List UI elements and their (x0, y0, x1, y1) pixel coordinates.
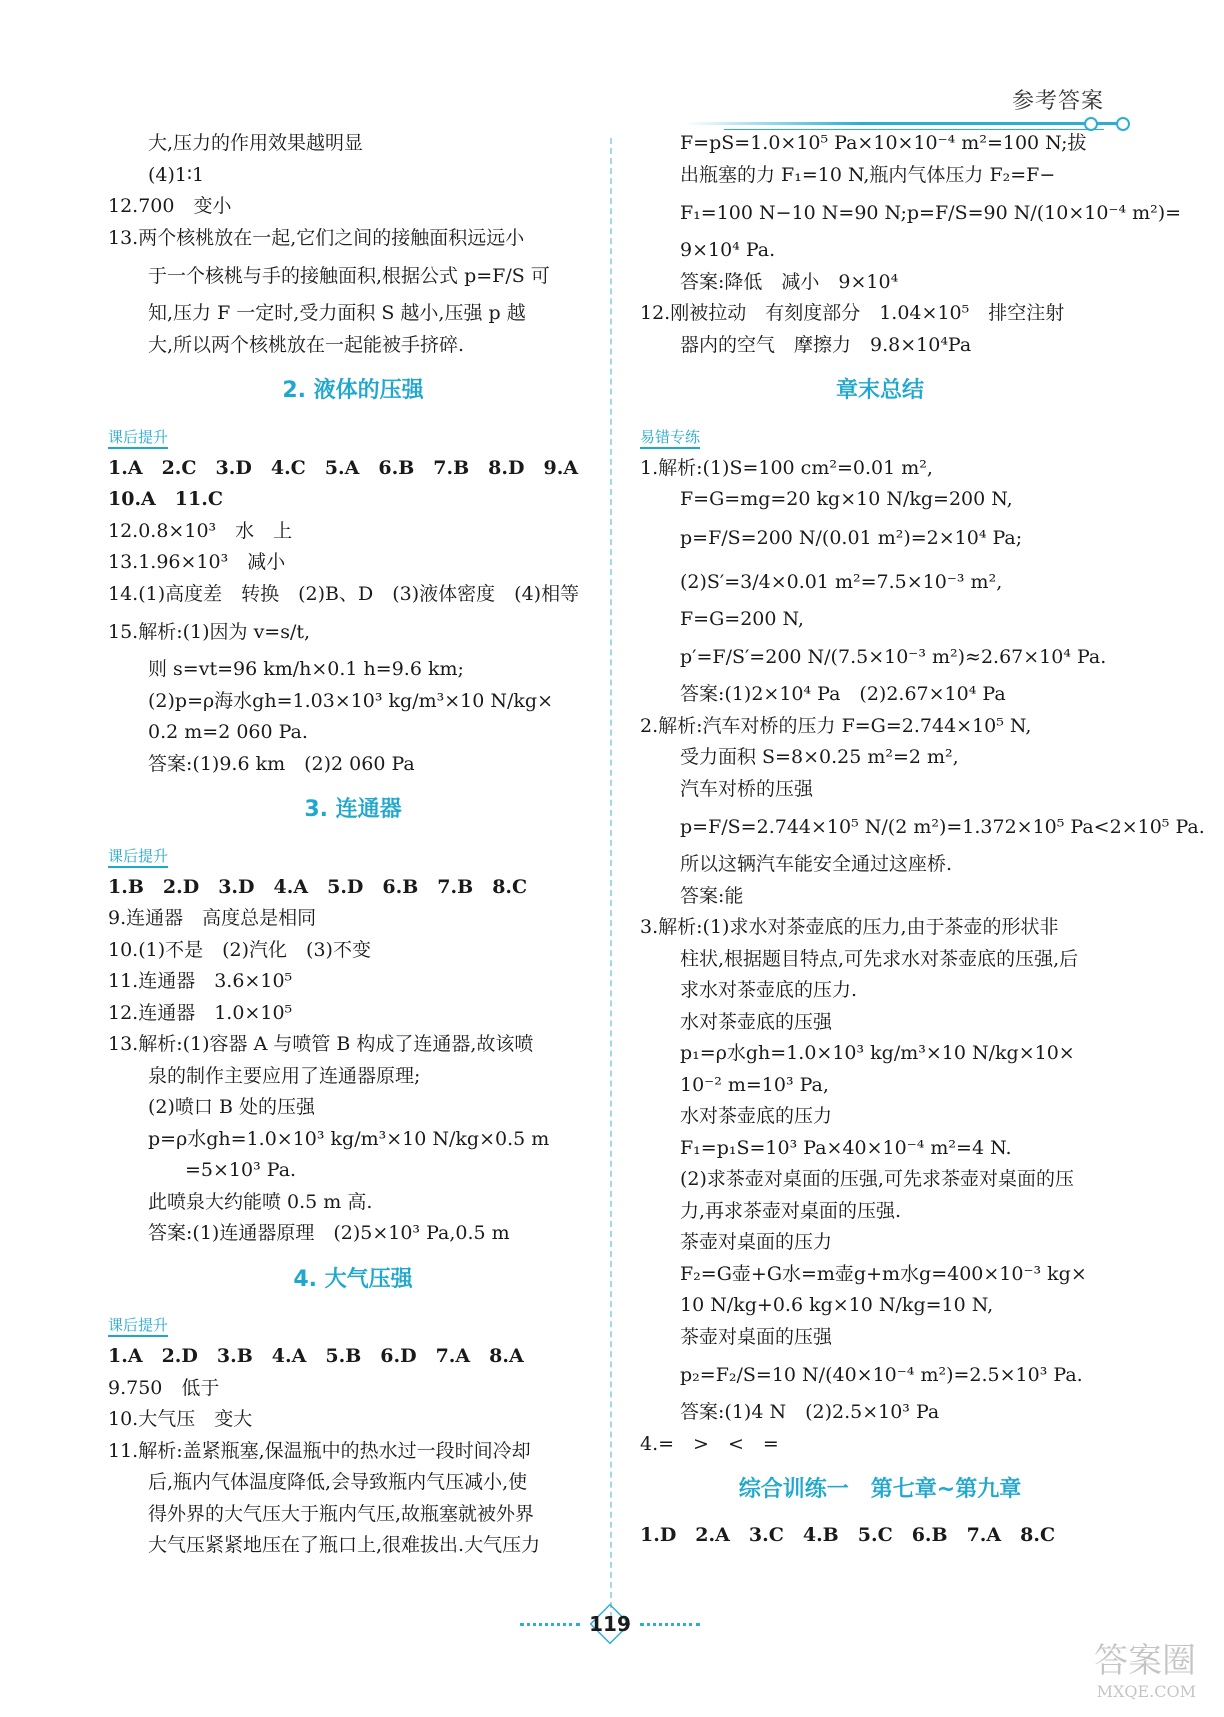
text-line: (2)S′=3/4×0.01 m²=7.5×10⁻³ m², (680, 570, 1003, 593)
text-line: 10⁻² m=10³ Pa, (680, 1073, 829, 1096)
text-line: 1.A 2.D 3.B 4.A 5.B 6.D 7.A 8.A (108, 1345, 524, 1367)
text-line: p′=F/S′=200 N/(7.5×10⁻³ m²)≈2.67×10⁴ Pa. (680, 646, 1107, 668)
section-title: 4. 大气压强 (293, 1266, 413, 1292)
text-line: 则 s=vt=96 km/h×0.1 h=9.6 km; (148, 658, 464, 680)
section-tag: 课后提升 (108, 846, 168, 868)
text-line: 答案:(1)9.6 km (2)2 060 Pa (148, 752, 415, 775)
text-line: 于一个核桃与手的接触面积,根据公式 p=F/S 可 (148, 265, 550, 287)
left-column (108, 128, 598, 1562)
text-line: 10.A 11.C (108, 488, 223, 510)
text-line: =5×10³ Pa. (166, 1159, 297, 1181)
page-footer (520, 1604, 700, 1644)
text-line: F=G=200 N, (680, 607, 804, 630)
text-line: 答案:降低 减小 9×10⁴ (680, 270, 899, 293)
text-line: 10.(1)不是 (2)汽化 (3)不变 (108, 938, 371, 961)
text-line: 力,再求茶壶对桌面的压强. (680, 1199, 902, 1222)
text-line: 柱状,根据题目特点,可先求水对茶壶底的压强,后 (680, 947, 1079, 970)
text-line: 12.700 变小 (108, 195, 232, 217)
text-line: 14.(1)高度差 转换 (2)B、D (3)液体密度 (4)相等 (108, 582, 580, 605)
text-line: 知,压力 F 一定时,受力面积 S 越小,压强 p 越 (148, 302, 526, 324)
header-title: 参考答案 (1011, 89, 1104, 114)
text-line: F₂=G壶+G水=m壶g+m水g=400×10⁻³ kg× (680, 1262, 1087, 1285)
page-number: 119 (589, 1612, 631, 1636)
text-line: 答案:(1)4 N (2)2.5×10³ Pa (680, 1401, 940, 1423)
text-line: 2.解析:汽车对桥的压力 F=G=2.744×10⁵ N, (640, 714, 1032, 737)
text-line: 汽车对桥的压强 (680, 777, 814, 800)
text-line: 大气压紧紧地压在了瓶口上,很难拔出.大气压力 (148, 1534, 541, 1556)
text-line: 泉的制作主要应用了连通器原理; (148, 1064, 421, 1087)
column-divider (610, 138, 612, 1618)
text-line: 9.750 低于 (108, 1376, 220, 1399)
text-line: 10.大气压 变大 (108, 1408, 253, 1430)
section-tag: 课后提升 (108, 1315, 168, 1337)
right-column (640, 128, 1205, 1551)
text-line: (2)p=ρ海水gh=1.03×10³ kg/m³×10 N/kg× (148, 689, 554, 712)
text-line: 1.解析:(1)S=100 cm²=0.01 m², (640, 456, 933, 479)
text-line: 13.1.96×10³ 减小 (108, 551, 286, 573)
footer-dots-left (520, 1623, 580, 1626)
watermark-title: 答案圈 (1094, 1641, 1196, 1681)
section-title: 2. 液体的压强 (282, 378, 424, 403)
text-line: 所以这辆汽车能安全通过这座桥. (680, 853, 953, 875)
text-line: (4)1∶1 (148, 163, 205, 186)
text-line: (2)求茶壶对桌面的压强,可先求茶壶对桌面的压 (680, 1168, 1074, 1190)
text-line: F₁=100 N−10 N=90 N;p=F/S=90 N/(10×10⁻⁴ m²)= (680, 202, 1182, 224)
watermark (996, 1633, 1196, 1701)
text-line: 水对茶壶底的压强 (680, 1010, 833, 1033)
text-line: p=ρ水gh=1.0×10³ kg/m³×10 N/kg×0.5 m (148, 1127, 550, 1150)
text-line: F=pS=1.0×10⁵ Pa×10×10⁻⁴ m²=100 N;拔 (680, 132, 1087, 154)
text-line: 此喷泉大约能喷 0.5 m 高. (148, 1190, 373, 1213)
text-line: 12.0.8×10³ 水 上 (108, 519, 293, 542)
text-line: 答案:(1)2×10⁴ Pa (2)2.67×10⁴ Pa (680, 683, 1006, 705)
text-line: 茶壶对桌面的压力 (680, 1231, 833, 1253)
text-line: 11.连通器 3.6×10⁵ (108, 970, 293, 992)
text-line: 出瓶塞的力 F₁=10 N,瓶内气体压力 F₂=F− (680, 163, 1056, 186)
section-title: 综合训练一 第七章~第九章 (738, 1477, 1022, 1502)
text-line: 1.B 2.D 3.D 4.A 5.D 6.B 7.B 8.C (108, 875, 528, 898)
page-header (684, 84, 1144, 134)
text-line: 0.2 m=2 060 Pa. (148, 721, 308, 743)
section-tag: 课后提升 (108, 427, 168, 449)
text-line: 器内的空气 摩擦力 9.8×10⁴Pa (680, 333, 972, 356)
text-line: 茶壶对桌面的压强 (680, 1325, 833, 1348)
text-line: 9.连通器 高度总是相同 (108, 907, 317, 929)
text-line: 答案:(1)连通器原理 (2)5×10³ Pa,0.5 m (148, 1222, 510, 1244)
text-line: 后,瓶内气体温度降低,会导致瓶内气压减小,使 (148, 1471, 528, 1493)
text-line: p₁=ρ水gh=1.0×10³ kg/m³×10 N/kg×10× (680, 1042, 1075, 1064)
text-line: F=G=mg=20 kg×10 N/kg=200 N, (680, 488, 1013, 510)
text-line: p₂=F₂/S=10 N/(40×10⁻⁴ m²)=2.5×10³ Pa. (680, 1364, 1083, 1386)
text-line: F₁=p₁S=10³ Pa×40×10⁻⁴ m²=4 N. (680, 1136, 1012, 1159)
text-line: 3.解析:(1)求水对茶壶底的压力,由于茶壶的形状非 (640, 916, 1059, 938)
text-line: 11.解析:盖紧瓶塞,保温瓶中的热水过一段时间冷却 (108, 1439, 531, 1462)
text-line: 4.= > < = (640, 1432, 779, 1455)
text-line: 13.两个核桃放在一起,它们之间的接触面积远远小 (108, 226, 525, 249)
text-line: 大,所以两个核桃放在一起能被手挤碎. (148, 333, 465, 356)
text-line: p=F/S=2.744×10⁵ N/(2 m²)=1.372×10⁵ Pa<2×10⁵ Pa. (680, 816, 1205, 838)
section-title: 章末总结 (835, 378, 924, 403)
header-line (684, 122, 1124, 125)
text-line: 水对茶壶底的压力 (680, 1105, 833, 1127)
text-line: 12.刚被拉动 有刻度部分 1.04×10⁵ 排空注射 (640, 302, 1065, 324)
watermark-url: MXQE.COM (1096, 1682, 1196, 1701)
text-line: 大,压力的作用效果越明显 (148, 132, 364, 154)
text-line: 1.A 2.C 3.D 4.C 5.A 6.B 7.B 8.D 9.A (108, 456, 579, 479)
footer-dots-right (640, 1623, 700, 1626)
text-line: 得外界的大气压大于瓶内气压,故瓶塞就被外界 (148, 1502, 535, 1525)
text-line: (2)喷口 B 处的压强 (148, 1096, 315, 1118)
text-line: 1.D 2.A 3.C 4.B 5.C 6.B 7.A 8.C (640, 1523, 1056, 1546)
section-tag: 易错专练 (640, 427, 700, 449)
text-line: 10 N/kg+0.6 kg×10 N/kg=10 N, (680, 1294, 994, 1316)
text-line: 12.连通器 1.0×10⁵ (108, 1001, 293, 1024)
text-line: 受力面积 S=8×0.25 m²=2 m², (680, 746, 959, 768)
text-line: 求水对茶壶底的压力. (680, 979, 858, 1001)
text-line: 13.解析:(1)容器 A 与喷管 B 构成了连通器,故该喷 (108, 1033, 534, 1055)
text-line: p=F/S=200 N/(0.01 m²)=2×10⁴ Pa; (680, 526, 1023, 549)
section-title: 3. 连通器 (304, 797, 402, 822)
text-line: 答案:能 (680, 884, 744, 907)
text-line: 9×10⁴ Pa. (680, 239, 776, 261)
text-line: 15.解析:(1)因为 v=s/t, (108, 621, 311, 643)
